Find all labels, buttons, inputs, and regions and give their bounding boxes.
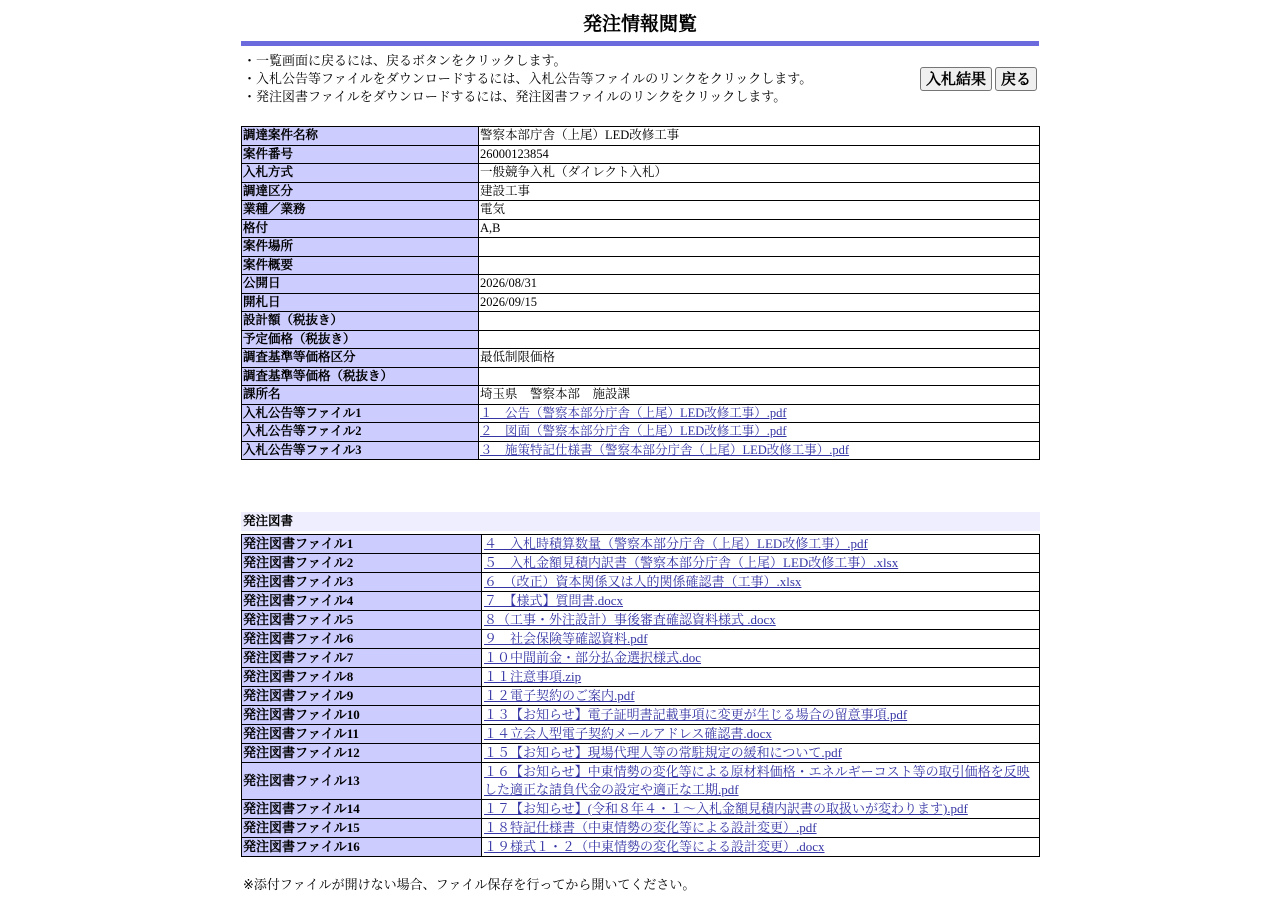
order-document-link[interactable]: ７ 【様式】質問書.docx bbox=[484, 593, 624, 608]
info-label: 設計額（税抜き） bbox=[242, 312, 479, 331]
file-row bbox=[242, 649, 1040, 668]
info-row bbox=[242, 441, 1040, 460]
info-row bbox=[242, 293, 1040, 312]
info-row bbox=[242, 330, 1040, 349]
file-row bbox=[242, 763, 1040, 800]
info-label: 案件場所 bbox=[242, 238, 479, 257]
info-label: 入札公告等ファイル3 bbox=[242, 441, 479, 460]
info-row bbox=[242, 182, 1040, 201]
file-label: 発注図書ファイル13 bbox=[242, 763, 482, 800]
info-row bbox=[242, 386, 1040, 405]
order-document-link[interactable]: １８特記仕様書（中東情勢の変化等による設計変更）.pdf bbox=[484, 820, 817, 835]
file-cell bbox=[482, 819, 1040, 838]
info-row bbox=[242, 127, 1040, 146]
file-label: 発注図書ファイル14 bbox=[242, 800, 482, 819]
info-value: 電気 bbox=[479, 201, 1040, 220]
info-label: 調達区分 bbox=[242, 182, 479, 201]
info-label: 課所名 bbox=[242, 386, 479, 405]
file-label: 発注図書ファイル8 bbox=[242, 668, 482, 687]
info-row bbox=[242, 312, 1040, 331]
file-label: 発注図書ファイル11 bbox=[242, 725, 482, 744]
info-label: 予定価格（税抜き） bbox=[242, 330, 479, 349]
info-label: 格付 bbox=[242, 219, 479, 238]
info-row bbox=[242, 349, 1040, 368]
file-row bbox=[242, 819, 1040, 838]
file-label: 発注図書ファイル12 bbox=[242, 744, 482, 763]
info-label: 調査基準等価格区分 bbox=[242, 349, 479, 368]
announcement-file-link[interactable]: ２ 図面（警察本部分庁舎（上尾）LED改修工事）.pdf bbox=[480, 424, 787, 439]
file-row bbox=[242, 725, 1040, 744]
info-label: 案件番号 bbox=[242, 145, 479, 164]
order-document-link[interactable]: ４ 入札時積算数量（警察本部分庁舎（上尾）LED改修工事）.pdf bbox=[484, 536, 868, 551]
file-label: 発注図書ファイル9 bbox=[242, 687, 482, 706]
instruction-line: ・入札公告等ファイルをダウンロードするには、入札公告等ファイルのリンクをクリックします。 bbox=[243, 72, 813, 87]
file-row bbox=[242, 554, 1040, 573]
info-value: 一般競争入札（ダイレクト入札） bbox=[479, 164, 1040, 183]
order-document-link[interactable]: １３【お知らせ】電子証明書記載事項に変更が生じる場合の留意事項.pdf bbox=[484, 707, 908, 722]
file-cell bbox=[482, 668, 1040, 687]
file-row bbox=[242, 668, 1040, 687]
info-label: 調査基準等価格（税抜き） bbox=[242, 367, 479, 386]
info-row bbox=[242, 367, 1040, 386]
order-document-link[interactable]: １９様式１・２（中東情勢の変化等による設計変更）.docx bbox=[484, 839, 825, 854]
info-row bbox=[242, 201, 1040, 220]
file-cell bbox=[482, 838, 1040, 857]
file-label: 発注図書ファイル5 bbox=[242, 611, 482, 630]
file-cell bbox=[482, 611, 1040, 630]
info-value bbox=[479, 330, 1040, 349]
info-value bbox=[479, 441, 1040, 460]
info-label: 開札日 bbox=[242, 293, 479, 312]
info-label: 入札方式 bbox=[242, 164, 479, 183]
info-row bbox=[242, 256, 1040, 275]
info-value: A,B bbox=[479, 219, 1040, 238]
file-label: 発注図書ファイル2 bbox=[242, 554, 482, 573]
order-document-link[interactable]: １７【お知らせ】(令和８年４・１～入札金額見積内訳書の取扱いが変わります).pdf bbox=[484, 801, 968, 816]
file-label: 発注図書ファイル15 bbox=[242, 819, 482, 838]
file-cell bbox=[482, 573, 1040, 592]
info-label: 案件概要 bbox=[242, 256, 479, 275]
order-document-link[interactable]: ６ （改正）資本関係又は人的関係確認書（工事）.xlsx bbox=[484, 574, 802, 589]
info-value bbox=[479, 404, 1040, 423]
file-cell bbox=[482, 592, 1040, 611]
info-value bbox=[479, 367, 1040, 386]
file-label: 発注図書ファイル7 bbox=[242, 649, 482, 668]
file-cell bbox=[482, 706, 1040, 725]
footer-note: ※添付ファイルが開けない場合、ファイル保存を行ってから開いてください。 bbox=[243, 878, 696, 893]
file-cell bbox=[482, 763, 1040, 800]
file-row bbox=[242, 687, 1040, 706]
title-divider bbox=[241, 41, 1039, 46]
info-label: 業種／業務 bbox=[242, 201, 479, 220]
button-group bbox=[920, 67, 1037, 91]
info-row bbox=[242, 219, 1040, 238]
info-value bbox=[479, 256, 1040, 275]
file-row bbox=[242, 744, 1040, 763]
file-cell bbox=[482, 535, 1040, 554]
info-value: 2026/09/15 bbox=[479, 293, 1040, 312]
info-value: 26000123854 bbox=[479, 145, 1040, 164]
info-row bbox=[242, 275, 1040, 294]
info-label: 公開日 bbox=[242, 275, 479, 294]
info-label: 調達案件名称 bbox=[242, 127, 479, 146]
file-row bbox=[242, 573, 1040, 592]
file-cell bbox=[482, 744, 1040, 763]
file-cell bbox=[482, 687, 1040, 706]
order-document-link[interactable]: １１注意事項.zip bbox=[484, 669, 582, 684]
file-row bbox=[242, 838, 1040, 857]
info-value: 最低制限価格 bbox=[479, 349, 1040, 368]
info-value: 建設工事 bbox=[479, 182, 1040, 201]
order-document-link[interactable]: ９ 社会保険等確認資料.pdf bbox=[484, 631, 648, 646]
file-row bbox=[242, 592, 1040, 611]
info-value: 警察本部庁舎（上尾）LED改修工事 bbox=[479, 127, 1040, 146]
procurement-info-table bbox=[241, 126, 1040, 460]
file-label: 発注図書ファイル4 bbox=[242, 592, 482, 611]
order-document-link[interactable]: ８（工事・外注設計）事後審査確認資料様式 .docx bbox=[484, 612, 776, 627]
order-document-link[interactable]: １５【お知らせ】現場代理人等の常駐規定の緩和について.pdf bbox=[484, 745, 842, 760]
info-row bbox=[242, 164, 1040, 183]
announcement-file-link[interactable]: １ 公告（警察本部分庁舎（上尾）LED改修工事）.pdf bbox=[480, 405, 787, 420]
file-cell bbox=[482, 649, 1040, 668]
instruction-line: ・一覧画面に戻るには、戻るボタンをクリックします。 bbox=[243, 54, 567, 69]
back-button[interactable]: 戻る bbox=[995, 67, 1037, 91]
order-document-link[interactable]: １２電子契約のご案内.pdf bbox=[484, 688, 635, 703]
info-row bbox=[242, 145, 1040, 164]
info-label: 入札公告等ファイル1 bbox=[242, 404, 479, 423]
info-value: 2026/08/31 bbox=[479, 275, 1040, 294]
order-documents-table bbox=[241, 534, 1040, 857]
file-row bbox=[242, 630, 1040, 649]
file-cell bbox=[482, 800, 1040, 819]
instructions bbox=[243, 53, 812, 107]
file-cell bbox=[482, 630, 1040, 649]
info-label: 入札公告等ファイル2 bbox=[242, 423, 479, 442]
file-label: 発注図書ファイル1 bbox=[242, 535, 482, 554]
file-row bbox=[242, 800, 1040, 819]
file-cell bbox=[482, 554, 1040, 573]
file-label: 発注図書ファイル10 bbox=[242, 706, 482, 725]
info-value bbox=[479, 238, 1040, 257]
info-value bbox=[479, 312, 1040, 331]
instruction-line: ・発注図書ファイルをダウンロードするには、発注図書ファイルのリンクをクリックします。 bbox=[243, 90, 787, 105]
order-document-link[interactable]: ５ 入札金額見積内訳書（警察本部分庁舎（上尾）LED改修工事）.xlsx bbox=[484, 555, 899, 570]
page-title: 発注情報閲覧 bbox=[582, 13, 697, 35]
file-row bbox=[242, 611, 1040, 630]
file-label: 発注図書ファイル16 bbox=[242, 838, 482, 857]
file-row bbox=[242, 706, 1040, 725]
files-section-title: 発注図書 bbox=[241, 512, 1040, 531]
bid-result-button[interactable]: 入札結果 bbox=[920, 67, 992, 91]
order-document-link[interactable]: １６【お知らせ】中東情勢の変化等による原材料価格・エネルギーコスト等の取引価格を反映した適正な請負代金の設定や適正な工期.pdf bbox=[484, 764, 1030, 797]
info-row bbox=[242, 404, 1040, 423]
info-row bbox=[242, 423, 1040, 442]
info-row bbox=[242, 238, 1040, 257]
order-document-link[interactable]: １４立会人型電子契約メールアドレス確認書.docx bbox=[484, 726, 772, 741]
file-label: 発注図書ファイル6 bbox=[242, 630, 482, 649]
file-row bbox=[242, 535, 1040, 554]
order-document-link[interactable]: １０中間前金・部分払金選択様式.doc bbox=[484, 650, 702, 665]
file-cell bbox=[482, 725, 1040, 744]
announcement-file-link[interactable]: ３ 施策特記仕様書（警察本部分庁舎（上尾）LED改修工事）.pdf bbox=[480, 442, 850, 457]
info-value: 埼玉県 警察本部 施設課 bbox=[479, 386, 1040, 405]
file-label: 発注図書ファイル3 bbox=[242, 573, 482, 592]
info-value bbox=[479, 423, 1040, 442]
